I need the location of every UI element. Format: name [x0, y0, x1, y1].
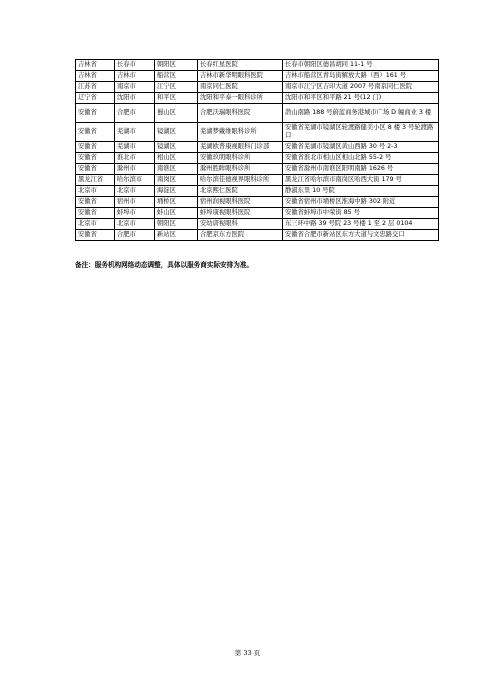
address-cell: 安徽省芜湖市镜湖区轮渡路健美小区 8 楼 3 号轮渡路口 [283, 123, 439, 142]
province-cell: 安徽省 [76, 230, 115, 241]
table-row [76, 60, 439, 71]
district-cell: 和平区 [155, 93, 198, 104]
table-row [76, 71, 439, 82]
institution-cell: 沈阳和平泰一眼科诊所 [198, 93, 283, 104]
institution-cell: 滁州胜眸眼科诊所 [198, 164, 283, 175]
address-cell: 沈阳市和平区和平路 21 号(12 门) [283, 93, 439, 104]
district-cell: 朝阳区 [155, 219, 198, 230]
table-row [76, 175, 439, 186]
table-row [76, 219, 439, 230]
address-cell: 安徽省合肥市新站区东方大道与文忠路交口 [283, 230, 439, 241]
table-row [76, 186, 439, 197]
city-cell: 南京市 [115, 82, 155, 93]
city-cell: 长春市 [115, 60, 155, 71]
institution-cell: 长春红星医院 [198, 60, 283, 71]
city-cell: 哈尔滨市 [115, 175, 155, 186]
city-cell: 沈阳市 [115, 93, 155, 104]
city-cell: 蚌埠市 [115, 208, 155, 219]
province-cell: 安徽省 [76, 123, 115, 142]
address-cell: 静淑东里 10 号院 [283, 186, 439, 197]
address-cell: 东三环中路 39 号院 23 号楼 1 至 2 层 0104 [283, 219, 439, 230]
address-cell: 吉林市船营区青岛街解放大路（西）161 号 [283, 71, 439, 82]
city-cell: 芜湖市 [115, 142, 155, 153]
table-row [76, 208, 439, 219]
province-cell: 安徽省 [76, 208, 115, 219]
city-cell: 北京市 [115, 186, 155, 197]
district-cell: 蚌山区 [155, 208, 198, 219]
city-cell: 滁州市 [115, 164, 155, 175]
hospital-table [75, 59, 439, 241]
province-cell: 安徽省 [76, 197, 115, 208]
address-cell: 安徽省芜湖市镜湖区黄山西路 30 号 2-3 [283, 142, 439, 153]
city-cell: 芜湖市 [115, 123, 155, 142]
city-cell: 合肥市 [115, 230, 155, 241]
address-cell: 南京市江宁区吉印大道 2007 号南京同仁医院 [283, 82, 439, 93]
institution-cell: 安徽玖明眼科诊所 [198, 153, 283, 164]
district-cell: 相山区 [155, 153, 198, 164]
province-cell: 北京市 [76, 219, 115, 230]
institution-cell: 芜湖欧普康视眼科门诊部 [198, 142, 283, 153]
table-row [76, 142, 439, 153]
table-body [76, 60, 439, 241]
city-cell: 北京市 [115, 219, 155, 230]
table-row [76, 164, 439, 175]
address-cell: 安徽省蚌埠市中荣街 85 号 [283, 208, 439, 219]
table-row [76, 82, 439, 93]
table-row [76, 93, 439, 104]
city-cell: 淮北市 [115, 153, 155, 164]
district-cell: 船营区 [155, 71, 198, 82]
province-cell: 安徽省 [76, 104, 115, 123]
institution-cell: 南京同仁医院 [198, 82, 283, 93]
table-row [76, 104, 439, 123]
district-cell: 埇桥区 [155, 197, 198, 208]
province-cell: 安徽省 [76, 153, 115, 164]
district-cell: 镜湖区 [155, 142, 198, 153]
address-cell: 安徽省淮北市相山区相山北路 55-2 号 [283, 153, 439, 164]
table-row [76, 197, 439, 208]
city-cell: 合肥市 [115, 104, 155, 123]
address-cell: 潜山南路 188 号蔚蓝商务港城市广场 D 幢商业 3 楼 [283, 104, 439, 123]
address-cell: 黑龙江省哈尔滨市南岗区哈西大街 179 号 [283, 175, 439, 186]
institution-cell: 哈尔滨佳德视界眼科诊所 [198, 175, 283, 186]
city-cell: 吉林市 [115, 71, 155, 82]
province-cell: 安徽省 [76, 164, 115, 175]
table-row [76, 123, 439, 142]
institution-cell: 宿州润视眼科医院 [198, 197, 283, 208]
institution-cell: 合肥京东方医院 [198, 230, 283, 241]
district-cell: 镜湖区 [155, 123, 198, 142]
table-row [76, 153, 439, 164]
district-cell: 蜀山区 [155, 104, 198, 123]
province-cell: 北京市 [76, 186, 115, 197]
institution-cell: 蚌埠康视眼科医院 [198, 208, 283, 219]
page-number: 第 33 页 [234, 649, 261, 657]
province-cell: 吉林省 [76, 71, 115, 82]
province-cell: 安徽省 [76, 142, 115, 153]
institution-cell: 吉林市新华明眼科医院 [198, 71, 283, 82]
district-cell: 新站区 [155, 230, 198, 241]
province-cell: 黑龙江省 [76, 175, 115, 186]
institution-cell: 芜湖梦戴维眼科诊所 [198, 123, 283, 142]
institution-cell: 安幼唐视眼科 [198, 219, 283, 230]
institution-cell: 北京熙仁医院 [198, 186, 283, 197]
address-cell: 安徽省滁州市南谯区阳明南路 1626 号 [283, 164, 439, 175]
province-cell: 江苏省 [76, 82, 115, 93]
district-cell: 朝阳区 [155, 60, 198, 71]
district-cell: 江宁区 [155, 82, 198, 93]
province-cell: 吉林省 [76, 60, 115, 71]
district-cell: 海淀区 [155, 186, 198, 197]
province-cell: 辽宁省 [76, 93, 115, 104]
table-row [76, 230, 439, 241]
district-cell: 南谯区 [155, 164, 198, 175]
district-cell: 南岗区 [155, 175, 198, 186]
footnote: 备注：服务机构网络动态调整，具体以服务商实际安排为准。 [75, 261, 254, 269]
address-cell: 安徽省宿州市埇桥区淮海中路 302 附近 [283, 197, 439, 208]
address-cell: 长春市朝阳区德昌胡同 11-1 号 [283, 60, 439, 71]
institution-cell: 合肥沃瑞眼科医院 [198, 104, 283, 123]
city-cell: 宿州市 [115, 197, 155, 208]
